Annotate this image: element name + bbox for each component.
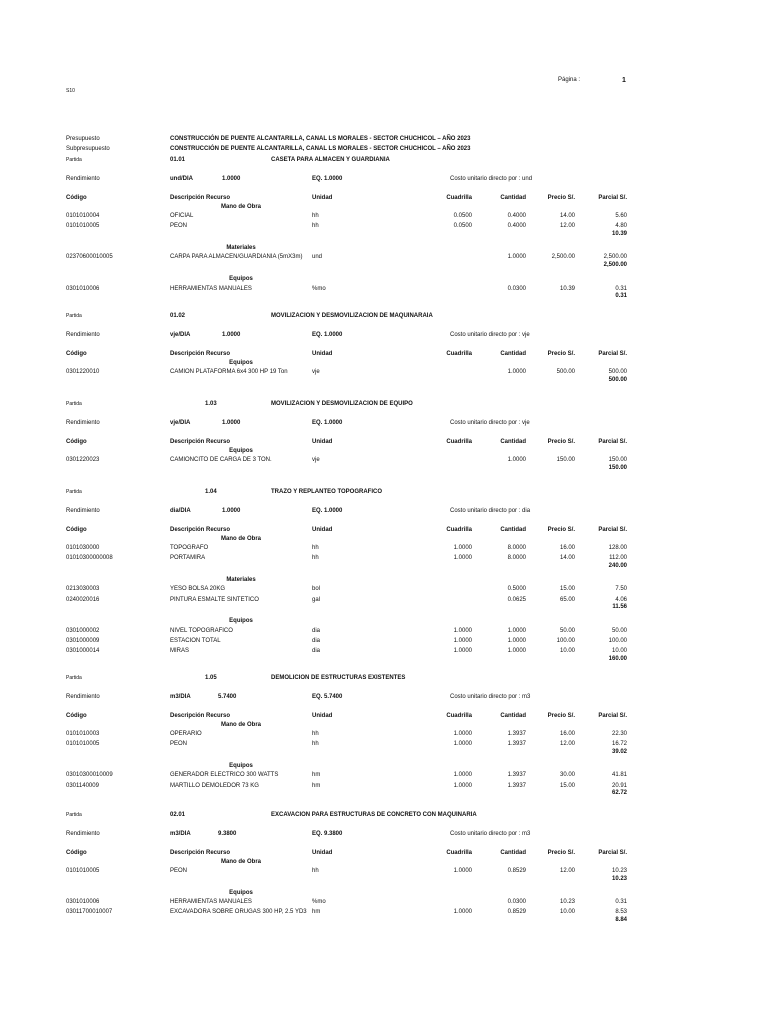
- row-cuadrilla: 1.0000: [453, 638, 472, 644]
- group-subtotal: 500.00: [608, 377, 627, 383]
- row-cantidad: 1.0000: [507, 648, 526, 654]
- row-codigo: 0301010006: [66, 286, 100, 292]
- group-heading: Mano de Obra: [220, 204, 261, 210]
- row-cantidad: 0.0625: [507, 597, 526, 603]
- col-header-cuadrilla: Cuadrilla: [446, 439, 472, 445]
- col-header-unidad: Unidad: [312, 351, 333, 357]
- row-cuadrilla: 0.0500: [453, 223, 472, 229]
- row-descripcion: MIRAS: [170, 648, 190, 654]
- row-unidad: hh: [312, 741, 319, 747]
- row-cantidad: 1.3937: [507, 783, 526, 789]
- row-unidad: dia: [312, 638, 321, 644]
- row-cuadrilla: 1.0000: [453, 731, 472, 737]
- row-parcial: 50.00: [611, 628, 627, 634]
- row-unidad: hm: [312, 909, 321, 915]
- rendimiento-value: 9.3800: [218, 831, 237, 837]
- group-subtotal: 62.72: [611, 790, 627, 796]
- row-parcial: 8.53: [615, 909, 627, 915]
- row-parcial: 128.00: [608, 545, 627, 551]
- row-descripcion: YESO BOLSA 20KG: [170, 586, 226, 592]
- group-heading: Mano de Obra: [220, 859, 261, 865]
- row-precio: 12.00: [559, 741, 575, 747]
- page-number: 1: [622, 77, 626, 84]
- row-cuadrilla: 1.0000: [453, 741, 472, 747]
- row-unidad: dia: [312, 648, 321, 654]
- row-parcial: 0.31: [615, 286, 627, 292]
- row-precio: 16.00: [559, 545, 575, 551]
- col-header-cuadrilla: Cuadrilla: [446, 351, 472, 357]
- row-codigo: 0101010005: [66, 868, 100, 874]
- col-header-precio: Precio S/.: [547, 527, 575, 533]
- row-cantidad: 1.0000: [507, 638, 526, 644]
- row-cantidad: 8.0000: [507, 555, 526, 561]
- row-cantidad: 0.4000: [507, 223, 526, 229]
- partida-code: 1.04: [205, 489, 217, 495]
- partida-title: DEMOLICION DE ESTRUCTURAS EXISTENTES: [271, 675, 406, 681]
- row-precio: 12.00: [559, 223, 575, 229]
- row-cantidad: 1.0000: [507, 369, 526, 375]
- row-descripcion: EXCAVADORA SOBRE ORUGAS 300 HP, 2.5 YD3: [170, 909, 307, 915]
- row-unidad: hh: [312, 545, 319, 551]
- row-cantidad: 1.0000: [507, 254, 526, 260]
- row-unidad: hh: [312, 213, 319, 219]
- row-codigo: 0301220023: [66, 457, 100, 463]
- col-header-codigo: Código: [66, 439, 87, 445]
- cost-label: Costo unitario directo por : vje: [450, 332, 530, 338]
- col-header-cantidad: Cantidad: [500, 351, 526, 357]
- group-heading: Equipos: [229, 618, 253, 624]
- row-descripcion: MARTILLO DEMOLEDOR 73 KG: [170, 783, 259, 789]
- row-unidad: hh: [312, 223, 319, 229]
- row-unidad: %mo: [312, 286, 326, 292]
- row-unidad: dia: [312, 628, 321, 634]
- group-heading: Equipos: [229, 763, 253, 769]
- row-precio: 50.00: [559, 628, 575, 634]
- rendimiento-unit: dia/DIA: [170, 508, 191, 514]
- row-codigo: 01010300000008: [66, 555, 113, 561]
- col-header-cantidad: Cantidad: [500, 195, 526, 201]
- group-subtotal: 160.00: [608, 656, 627, 662]
- row-parcial: 16.72: [611, 741, 627, 747]
- eq-value: EQ. 9.3800: [312, 831, 343, 837]
- col-header-unidad: Unidad: [312, 439, 333, 445]
- group-subtotal: 240.00: [608, 563, 627, 569]
- row-precio: 14.00: [559, 213, 575, 219]
- group-subtotal: 0.31: [615, 293, 627, 299]
- presupuesto-value: CONSTRUCCIÓN DE PUENTE ALCANTARILLA, CANAL LS MORALES - SECTOR CHUCHICOL – AÑO 2023: [170, 136, 471, 142]
- group-heading: Mano de Obra: [220, 722, 261, 728]
- row-descripcion: PINTURA ESMALTE SINTETICO: [170, 597, 259, 603]
- partida-title: MOVILIZACION Y DESMOVILIZACION DE MAQUINARAIA: [271, 313, 433, 319]
- col-header-cuadrilla: Cuadrilla: [446, 850, 472, 856]
- row-cantidad: 1.0000: [507, 628, 526, 634]
- partida-title: CASETA PARA ALMACEN Y GUARDIANIA: [271, 157, 390, 163]
- partida-code: 01.01: [170, 157, 186, 163]
- rendimiento-label: Rendimiento: [66, 420, 100, 426]
- rendimiento-label: Rendimiento: [66, 694, 100, 700]
- row-unidad: gal: [312, 597, 321, 603]
- rendimiento-value: 5.7400: [218, 694, 237, 700]
- row-descripcion: PORTAMIRA: [170, 555, 206, 561]
- row-descripcion: OPERARIO: [170, 731, 202, 737]
- row-precio: 500.00: [556, 369, 575, 375]
- row-codigo: 0213030003: [66, 586, 100, 592]
- col-header-codigo: Código: [66, 527, 87, 533]
- col-header-codigo: Código: [66, 850, 87, 856]
- col-header-unidad: Unidad: [312, 850, 333, 856]
- col-header-descripcion: Descripción Recurso: [170, 527, 231, 533]
- rendimiento-label: Rendimiento: [66, 831, 100, 837]
- rendimiento-value: 1.0000: [222, 420, 241, 426]
- row-codigo: 0301000009: [66, 638, 100, 644]
- row-cantidad: 0.8529: [507, 909, 526, 915]
- row-descripcion: CARPA PARA ALMACEN/GUARDIANIA (5mX3m): [170, 254, 303, 260]
- row-unidad: bol: [312, 586, 321, 592]
- rendimiento-unit: m3/DIA: [170, 831, 191, 837]
- row-cantidad: 1.3937: [507, 741, 526, 747]
- row-unidad: vje: [312, 369, 320, 375]
- eq-value: EQ. 1.0000: [312, 508, 343, 514]
- col-header-descripcion: Descripción Recurso: [170, 439, 231, 445]
- row-cantidad: 1.3937: [507, 772, 526, 778]
- group-heading: Mano de Obra: [220, 536, 261, 542]
- col-header-unidad: Unidad: [312, 195, 333, 201]
- row-unidad: vje: [312, 457, 320, 463]
- col-header-descripcion: Descripción Recurso: [170, 713, 231, 719]
- group-heading: Equipos: [229, 360, 253, 366]
- col-header-cantidad: Cantidad: [500, 527, 526, 533]
- cost-label: Costo unitario directo por : vje: [450, 420, 530, 426]
- row-cuadrilla: 0.0500: [453, 213, 472, 219]
- group-heading: Equipos: [229, 890, 253, 896]
- row-cantidad: 0.0300: [507, 286, 526, 292]
- row-cuadrilla: 1.0000: [453, 628, 472, 634]
- row-cuadrilla: 1.0000: [453, 783, 472, 789]
- row-parcial: 22.30: [611, 731, 627, 737]
- row-precio: 65.00: [559, 597, 575, 603]
- col-header-parcial: Parcial S/.: [598, 439, 627, 445]
- row-cantidad: 1.3937: [507, 731, 526, 737]
- row-cuadrilla: 1.0000: [453, 868, 472, 874]
- row-unidad: hh: [312, 868, 319, 874]
- rendimiento-unit: m3/DIA: [170, 694, 191, 700]
- eq-value: EQ. 1.0000: [312, 332, 343, 338]
- col-header-descripcion: Descripción Recurso: [170, 195, 231, 201]
- row-cuadrilla: 1.0000: [453, 772, 472, 778]
- partida-title: EXCAVACION PARA ESTRUCTURAS DE CONCRETO CON MAQUINARIA: [271, 812, 477, 818]
- row-unidad: %mo: [312, 899, 326, 905]
- group-heading: Materiales: [226, 245, 256, 251]
- row-precio: 10.00: [559, 648, 575, 654]
- row-precio: 12.00: [559, 868, 575, 874]
- row-descripcion: PEON: [170, 223, 188, 229]
- col-header-unidad: Unidad: [312, 713, 333, 719]
- col-header-cantidad: Cantidad: [500, 439, 526, 445]
- row-unidad: hm: [312, 783, 321, 789]
- row-cantidad: 0.8529: [507, 868, 526, 874]
- row-unidad: hh: [312, 555, 319, 561]
- row-unidad: hh: [312, 731, 319, 737]
- row-parcial: 0.31: [615, 899, 627, 905]
- presupuesto-label: Presupuesto: [66, 136, 100, 142]
- row-cantidad: 1.0000: [507, 457, 526, 463]
- row-precio: 30.00: [559, 772, 575, 778]
- row-precio: 100.00: [556, 638, 575, 644]
- col-header-precio: Precio S/.: [547, 351, 575, 357]
- row-codigo: 03010300010009: [66, 772, 113, 778]
- row-parcial: 500.00: [608, 369, 627, 375]
- cost-label: Costo unitario directo por : und: [450, 176, 533, 182]
- row-descripcion: TOPOGRAFO: [170, 545, 209, 551]
- col-header-parcial: Parcial S/.: [598, 713, 627, 719]
- col-header-codigo: Código: [66, 351, 87, 357]
- group-subtotal: 2,500.00: [603, 262, 627, 268]
- partida-label: Partida: [66, 489, 82, 495]
- col-header-descripcion: Descripción Recurso: [170, 351, 231, 357]
- row-parcial: 10.23: [611, 868, 627, 874]
- col-header-precio: Precio S/.: [547, 850, 575, 856]
- partida-title: TRAZO Y REPLANTEO TOPOGRAFICO: [271, 489, 383, 495]
- row-parcial: 7.50: [615, 586, 627, 592]
- partida-label: Partida: [66, 812, 82, 818]
- row-precio: 10.23: [559, 899, 575, 905]
- row-precio: 14.00: [559, 555, 575, 561]
- row-parcial: 10.00: [611, 648, 627, 654]
- subpresupuesto-label: Subpresupuesto: [66, 146, 110, 152]
- col-header-codigo: Código: [66, 195, 87, 201]
- col-header-parcial: Parcial S/.: [598, 351, 627, 357]
- rendimiento-value: 1.0000: [222, 508, 241, 514]
- row-codigo: 0301010006: [66, 899, 100, 905]
- rendimiento-unit: und/DIA: [170, 176, 193, 182]
- group-subtotal: 10.39: [611, 231, 627, 237]
- row-parcial: 4.80: [615, 223, 627, 229]
- col-header-unidad: Unidad: [312, 527, 333, 533]
- row-descripcion: CAMION PLATAFORMA 6x4 300 HP 19 Ton: [170, 369, 288, 375]
- eq-value: EQ. 1.0000: [312, 420, 343, 426]
- group-subtotal: 11.56: [612, 604, 627, 610]
- group-subtotal: 150.00: [608, 465, 627, 471]
- col-header-cuadrilla: Cuadrilla: [446, 195, 472, 201]
- row-codigo: 0301220010: [66, 369, 100, 375]
- row-precio: 150.00: [556, 457, 575, 463]
- row-parcial: 150.00: [608, 457, 627, 463]
- row-cantidad: 0.5000: [507, 586, 526, 592]
- row-cantidad: 0.4000: [507, 213, 526, 219]
- row-codigo: 0101010003: [66, 731, 100, 737]
- report-code: S10: [66, 88, 75, 94]
- col-header-precio: Precio S/.: [547, 713, 575, 719]
- cost-label: Costo unitario directo por : m3: [450, 831, 531, 837]
- row-parcial: 112.00: [609, 555, 627, 561]
- group-subtotal: 8.84: [615, 917, 627, 923]
- row-unidad: hm: [312, 772, 321, 778]
- page-label: Página :: [558, 77, 581, 83]
- partida-label: Partida: [66, 313, 82, 319]
- row-parcial: 4.06: [615, 597, 627, 603]
- row-codigo: 0240020016: [66, 597, 100, 603]
- row-parcial: 20.91: [611, 783, 627, 789]
- row-precio: 2,500.00: [551, 254, 575, 260]
- row-descripcion: HERRAMIENTAS MANUALES: [170, 899, 252, 905]
- cost-label: Costo unitario directo por : m3: [450, 694, 531, 700]
- row-descripcion: PEON: [170, 741, 188, 747]
- rendimiento-unit: vje/DIA: [170, 332, 191, 338]
- row-codigo: 0101010005: [66, 741, 100, 747]
- row-codigo: 0101010004: [66, 213, 100, 219]
- group-heading: Equipos: [229, 448, 253, 454]
- row-cantidad: 8.0000: [507, 545, 526, 551]
- partida-code: 1.05: [205, 675, 217, 681]
- row-codigo: 0301000002: [66, 628, 100, 634]
- partida-code: 02.01: [170, 812, 186, 818]
- group-heading: Materiales: [226, 577, 256, 583]
- col-header-parcial: Parcial S/.: [598, 527, 627, 533]
- col-header-descripcion: Descripción Recurso: [170, 850, 231, 856]
- partida-label: Partida: [66, 675, 82, 681]
- row-parcial: 2,500.00: [603, 254, 627, 260]
- row-codigo: 0301140009: [66, 783, 99, 789]
- row-descripcion: CAMIONCITO DE CARGA DE 3 TON.: [170, 457, 272, 463]
- partida-label: Partida: [66, 157, 82, 163]
- row-parcial: 100.00: [608, 638, 627, 644]
- partida-code: 01.02: [170, 313, 186, 319]
- partida-code: 1.03: [205, 401, 217, 407]
- row-precio: 16.00: [559, 731, 575, 737]
- partida-label: Partida: [66, 401, 82, 407]
- rendimiento-label: Rendimiento: [66, 508, 100, 514]
- row-precio: 15.00: [559, 783, 575, 789]
- row-cuadrilla: 1.0000: [453, 648, 472, 654]
- cost-label: Costo unitario directo por : dia: [450, 508, 531, 514]
- row-precio: 15.00: [559, 586, 575, 592]
- subpresupuesto-value: CONSTRUCCIÓN DE PUENTE ALCANTARILLA, CANAL LS MORALES - SECTOR CHUCHICOL – AÑO 2023: [170, 146, 471, 152]
- row-descripcion: NIVEL TOPOGRAFICO: [170, 628, 233, 634]
- rendimiento-value: 1.0000: [222, 332, 241, 338]
- row-codigo: 0101030000: [66, 545, 100, 551]
- row-parcial: 41.81: [611, 772, 627, 778]
- row-precio: 10.00: [559, 909, 575, 915]
- partida-title: MOVILIZACION Y DESMOVILIZACION DE EQUIPO: [271, 401, 413, 407]
- eq-value: EQ. 5.7400: [312, 694, 343, 700]
- group-subtotal: 39.02: [611, 749, 627, 755]
- rendimiento-unit: vje/DIA: [170, 420, 191, 426]
- group-heading: Equipos: [229, 276, 253, 282]
- eq-value: EQ. 1.0000: [312, 176, 343, 182]
- rendimiento-label: Rendimiento: [66, 176, 100, 182]
- row-descripcion: ESTACION TOTAL: [170, 638, 221, 644]
- row-codigo: 0301000014: [66, 648, 100, 654]
- col-header-cuadrilla: Cuadrilla: [446, 713, 472, 719]
- col-header-cuadrilla: Cuadrilla: [446, 527, 472, 533]
- row-codigo: 03011700010007: [66, 909, 113, 915]
- col-header-codigo: Código: [66, 713, 87, 719]
- row-descripcion: PEON: [170, 868, 188, 874]
- row-precio: 10.39: [559, 286, 575, 292]
- col-header-precio: Precio S/.: [547, 439, 575, 445]
- row-cantidad: 0.0300: [507, 899, 526, 905]
- col-header-parcial: Parcial S/.: [598, 195, 627, 201]
- col-header-cantidad: Cantidad: [500, 713, 526, 719]
- row-parcial: 5.60: [615, 213, 627, 219]
- row-descripcion: HERRAMIENTAS MANUALES: [170, 286, 252, 292]
- row-codigo: 0101010005: [66, 223, 100, 229]
- rendimiento-value: 1.0000: [222, 176, 241, 182]
- row-descripcion: GENERADOR ELECTRICO 300 WATTS: [170, 772, 279, 778]
- rendimiento-label: Rendimiento: [66, 332, 100, 338]
- col-header-parcial: Parcial S/.: [598, 850, 627, 856]
- col-header-precio: Precio S/.: [547, 195, 575, 201]
- row-cuadrilla: 1.0000: [453, 909, 472, 915]
- row-cuadrilla: 1.0000: [453, 545, 472, 551]
- row-cuadrilla: 1.0000: [453, 555, 472, 561]
- row-unidad: und: [312, 254, 323, 260]
- row-codigo: 02370600010005: [66, 254, 113, 260]
- row-descripcion: OFICIAL: [170, 213, 194, 219]
- col-header-cantidad: Cantidad: [500, 850, 526, 856]
- group-subtotal: 10.23: [611, 876, 627, 882]
